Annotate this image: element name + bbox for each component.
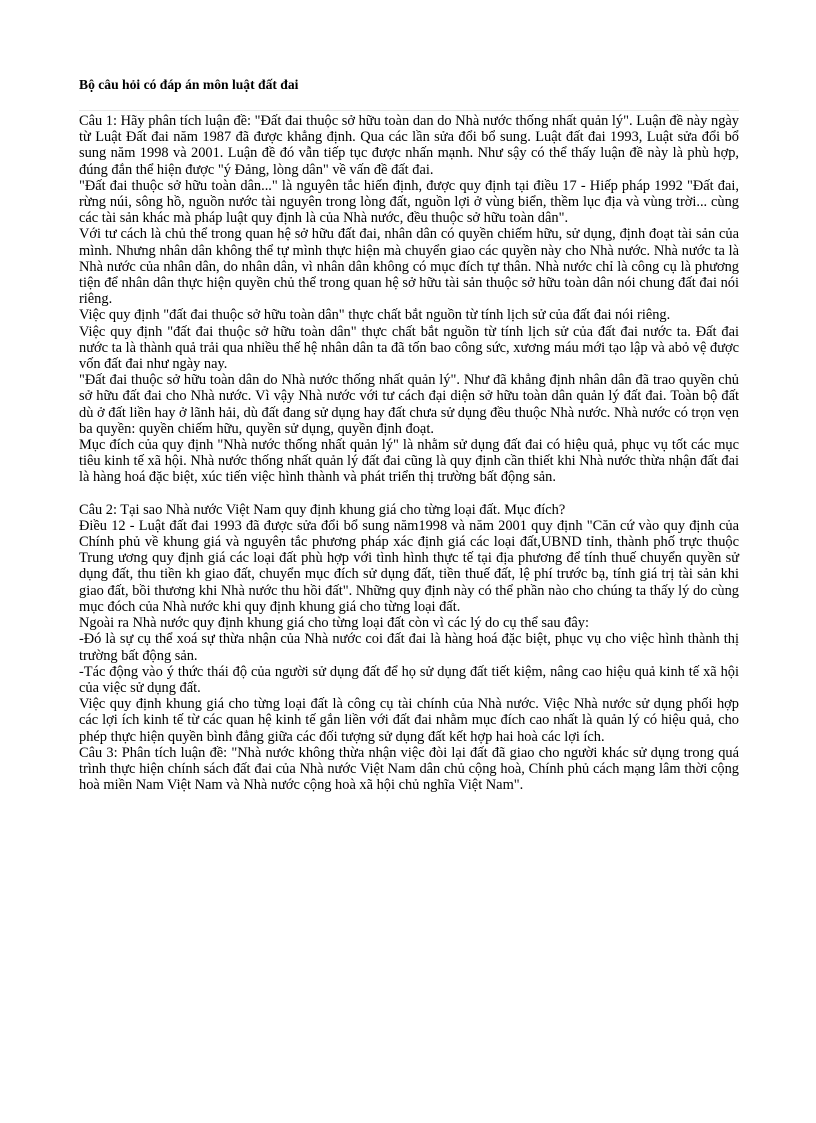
paragraph: "Đất đai thuộc sở hữu toàn dân do Nhà nước thống nhất quản lý". Như đã khẳng định nhân dân đã trao quyền chủ sở hữu đất đai cho Nhà nước. Vì vậy Nhà nước với tư cách đại diện sở hữu toàn dân quản lý đất đai. Toàn bộ đất dù ở đất liền hay ở lãnh hải, dù đất đang sử dụng hay đất chưa sử dụng đều thuộc Nhà nước. Nhà nước có trọn vẹn ba quyền: quyền chiếm hữu, quyền sử dụng, quyền định đoạt. [79,372,739,437]
paragraph: Việc quy định khung giá cho từng loại đất là công cụ tài chính của Nhà nước. Việc Nhà nước sử dụng phối hợp các lợi ích kinh tế từ các quan hệ kinh tế gắn liền với đất đai nhằm mục đích cao nhất là quản lý có hiệu quả, cho phép thực hiện quyền bình đẳng giữa các đối tượng sử dụng đất kết hợp hai hoà các lợi ích. [79,696,739,745]
paragraph: -Đó là sự cụ thể xoá sự thừa nhận của Nhà nước coi đất đai là hàng hoá đặc biệt, phục vụ cho việc hình thành thị trường bất động sản. [79,631,739,664]
paragraph-question-3: Câu 3: Phân tích luận đề: "Nhà nước không thừa nhận việc đòi lại đất đã giao cho người khác sử dụng trong quá trình thực hiện chính sách đất đai của Nhà nước Việt Nam dân chủ cộng hoà, Chính phủ cách mạng lâm thời cộng hoà miền Nam Việt Nam và Nhà nước cộng hoà xã hội chủ nghĩa Việt Nam". [79,744,739,794]
paragraph: -Tác động vào ý thức thái độ của người sử dụng đất để họ sử dụng đất tiết kiệm, nâng cao hiệu quả kinh tế xã hội của việc sử dụng đất. [79,663,739,696]
paragraph: Mục đích của quy định "Nhà nước thống nhất quản lý" là nhằm sử dụng đất đai có hiệu quả, phục vụ tốt các mục tiêu kinh tế xã hội. Nhà nước thống nhất quản lý đất đai cũng là quy định cần thiết khi Nhà nước thừa nhận đất đai là hàng hoá đặc biệt, xúc tiến việc hình thành và phát triển thị trường bất động sản. [79,437,739,486]
title-divider [79,110,739,111]
paragraph: "Đất đai thuộc sở hữu toàn dân..." là nguyên tắc hiến định, được quy định tại điều 17 - Hiếp pháp 1992 "Đất đai, rừng núi, sông hồ, nguồn nước tài nguyên trong lòng đất, nguồn lợi ở vùng biển, thềm lục địa và vùng trời... cùng các tài sản khác mà pháp luật quy định là của Nhà nước, đều thuộc sở hữu toàn dân". [79,177,739,227]
paragraph: Việc quy định "đất đai thuộc sở hữu toàn dân" thực chất bắt nguồn từ tính lịch sử của đất đai nói riêng. [79,307,671,324]
document-body [79,113,739,793]
paragraph: Ngoài ra Nhà nước quy định khung giá cho từng loại đất còn vì các lý do cụ thể sau đây: [79,615,589,632]
document-title: Bộ câu hỏi có đáp án môn luật đất đai [79,77,299,92]
paragraph-question-1: Câu 1: Hãy phân tích luận đề: "Đất đai thuộc sở hữu toàn dan do Nhà nước thống nhất quản lý". Luận đề này ngày từ Luật Đất đai năm 1987 đã được khẳng định. Qua các lần sửa đổi bổ sung. Luật đất đai 1993, Luật sửa đổi bổ sung năm 1998 và 2001. Luận đề đó vẫn tiếp tục được nhấn mạnh. Như sậy có thể thấy luận đề này là phù hợp, đúng đắn thể hiện được "ý Đảng, lòng dân" về vấn đề đất đai. [79,113,739,178]
paragraph: Với tư cách là chủ thể trong quan hệ sở hữu đất đai, nhân dân có quyền chiếm hữu, sử dụng, định đoạt tài sản của mình. Nhưng nhân dân không thể tự mình thực hiện mà chuyển giao các quyền này cho Nhà nước. Nhà nước ta là Nhà nước của nhân dân, do nhân dân, vì nhân dân không có mục đích tự thân. Nhà nước chỉ là công cụ là phương tiện để nhân dân thực hiện quyền chủ thể trong quan hệ sở hữu tài sản thuộc sở hữu toàn dân nói chung đất đai nói riêng. [79,226,739,308]
paragraph-question-2: Câu 2: Tại sao Nhà nước Việt Nam quy định khung giá cho từng loại đất. Mục đích? [79,501,566,518]
paragraph: Việc quy định "đất đai thuộc sở hữu toàn dân" thực chất bắt nguồn từ tính lịch sử của đất đai nước ta. Đất đai nước ta là thành quả trải qua nhiều thế hệ nhân dân ta đã tốn bao công sức, xương máu mới tạo lập và abỏ vệ được vốn đất đai như ngày nay. [79,323,739,373]
paragraph: Điều 12 - Luật đất đai 1993 đã được sửa đổi bổ sung năm1998 và năm 2001 quy định "Căn cứ vào quy định của Chính phủ về khung giá và nguyên tắc phương pháp xác định giá các loại đất,UBND tỉnh, thành phố trực thuộc Trung ương quy định giá các loại đất phù hợp với tình hình thực tế tại địa phương để tính thuế chuyển quyền sử dụng đất, thu tiền kh giao đất, chuyển mục đích sử dụng đất, tiền thuế đất, lệ phí trước bạ, tính giá trị tài sản khi giao đất, bồi thương khi Nhà nước thu hồi đất". Những quy định này có thể phần nào cho chúng ta thấy lý do cùng mục đóch của Nhà nước khi quy định khung giá cho từng loại đất. [79,517,739,615]
